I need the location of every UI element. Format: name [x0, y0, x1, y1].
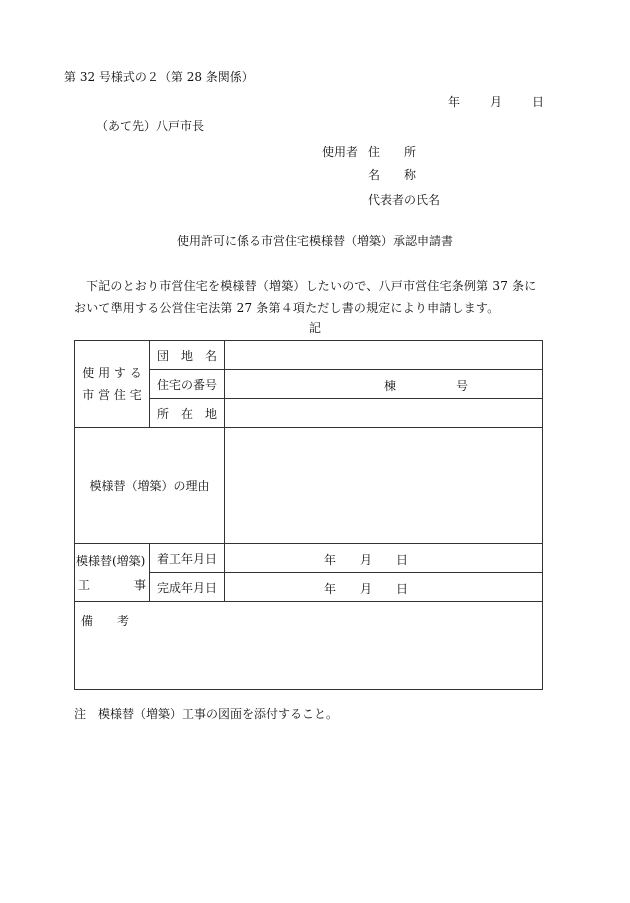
location-value[interactable] — [225, 399, 543, 428]
complex-name-value[interactable] — [225, 341, 543, 370]
completion-date-month: 月 — [360, 582, 373, 596]
ki-heading: 記 — [308, 321, 321, 335]
date-year-label: 年 — [448, 95, 461, 109]
remarks-cell[interactable] — [75, 602, 543, 690]
remarks-label: 備 考 — [81, 614, 130, 628]
work-label-cell — [75, 544, 150, 602]
applicant-address-row — [322, 141, 440, 164]
start-date-day: 日 — [396, 553, 409, 567]
applicant-block — [322, 141, 440, 212]
reason-value[interactable] — [225, 428, 543, 544]
start-date-value[interactable] — [225, 544, 543, 573]
housing-label-line1: 使 用 す る — [82, 366, 142, 380]
house-number-value[interactable] — [225, 370, 543, 399]
form-number: 第 32 号様式の２（第 28 条関係） — [64, 70, 254, 84]
body-text: 下記のとおり市営住宅を模様替（増築）したいので、八戸市営住宅条例第 37 条において準用する公営住宅法第 27 条第４項ただし書の規定により申請します。 — [74, 279, 537, 315]
location-label: 所 在 地 — [150, 399, 225, 428]
applicant-label: 使用者 — [322, 145, 359, 159]
attachment-note: 注 模様替（増築）工事の図面を添付すること。 — [74, 707, 339, 721]
work-label-char-a: 工 — [78, 577, 91, 592]
completion-date-year: 年 — [324, 582, 337, 596]
building-unit-label: 棟 — [384, 379, 397, 393]
applicant-representative-row — [322, 189, 440, 212]
applicant-address-label: 住 所 — [368, 145, 417, 159]
completion-date-label: 完成年月日 — [150, 573, 225, 602]
work-label-char-b: 事 — [133, 577, 146, 592]
applicant-name-row — [322, 164, 440, 187]
applicant-name-label: 名 称 — [368, 167, 417, 182]
date-day-label: 日 — [532, 95, 545, 109]
work-label-line2 — [75, 573, 149, 597]
document-title: 使用許可に係る市営住宅模様替（増築）承認申請書 — [176, 234, 453, 248]
reason-label: 模様替（増築）の理由 — [75, 428, 225, 544]
start-date-label: 着工年月日 — [150, 544, 225, 573]
housing-label-line2: 市 営 住 宅 — [82, 388, 142, 402]
complex-name-label: 団 地 名 — [150, 341, 225, 370]
number-unit-label: 号 — [456, 379, 469, 393]
completion-date-value[interactable] — [225, 573, 543, 602]
house-number-label: 住宅の番号 — [150, 370, 225, 399]
addressee: （あて先）八戸市長 — [96, 119, 205, 133]
date-month-label: 月 — [490, 95, 503, 109]
application-date — [448, 93, 544, 110]
start-date-year: 年 — [324, 553, 337, 567]
start-date-month: 月 — [360, 553, 373, 567]
work-label-line1: 模様替(増築) — [76, 553, 146, 568]
application-table — [74, 340, 543, 690]
applicant-representative-label: 代表者の氏名 — [368, 193, 441, 207]
housing-label-cell — [75, 341, 150, 428]
completion-date-day: 日 — [396, 582, 409, 596]
